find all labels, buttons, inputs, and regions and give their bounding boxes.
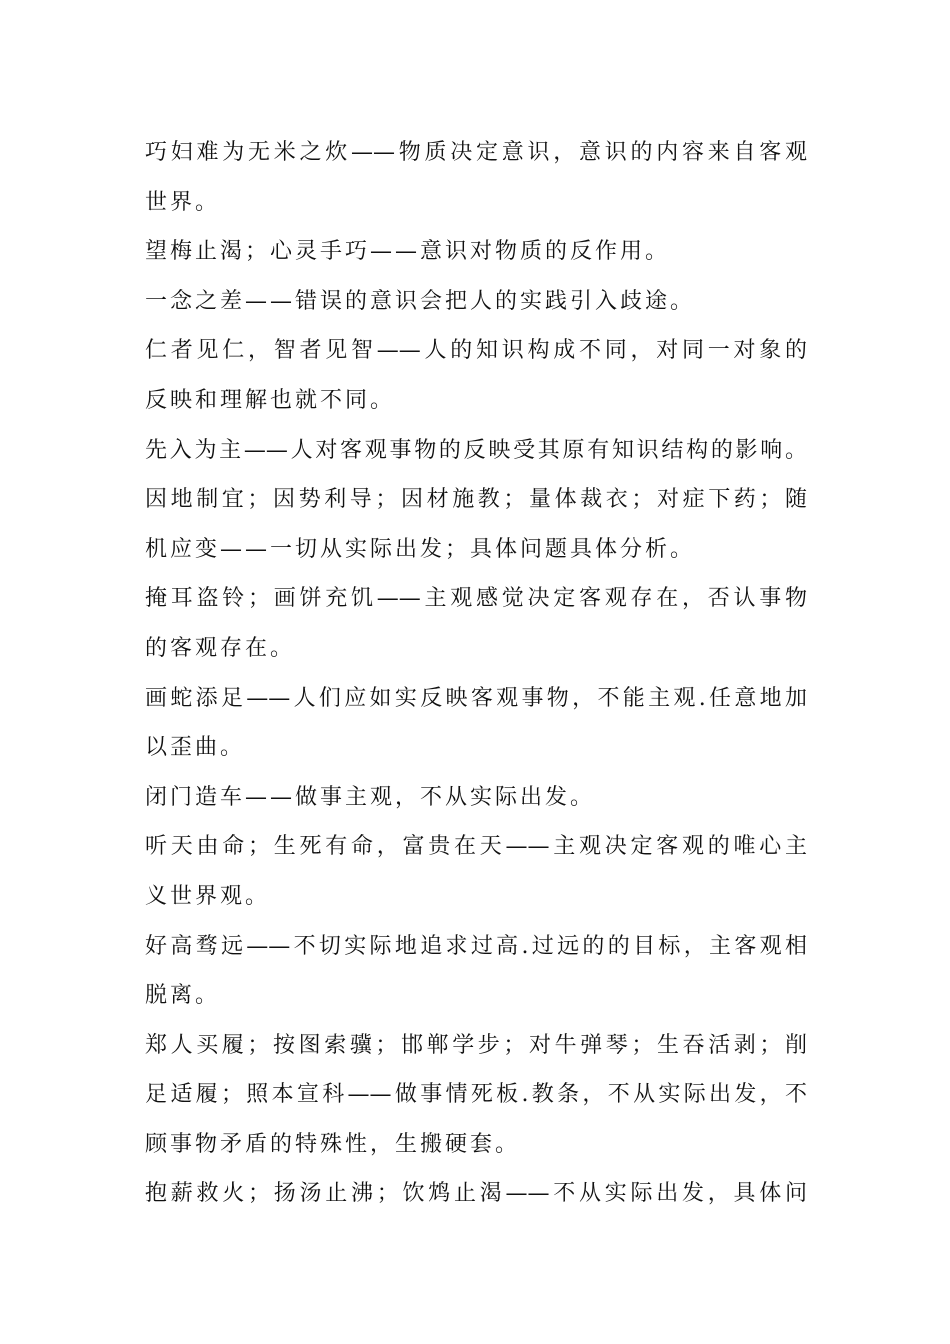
text-line: 抱薪救火；扬汤止沸；饮鸩止渴——不从实际出发，具体问 [145, 1181, 807, 1207]
text-line: 闭门造车——做事主观，不从实际出发。 [145, 784, 596, 810]
text-line: 因地制宜；因势利导；因材施教；量体裁衣；对症下药；随 [145, 487, 807, 513]
text-line: 听天由命；生死有命，富贵在天——主观决定客观的唯心主 [145, 834, 807, 860]
text-line: 好高骛远——不切实际地追求过高.过远的的目标，主客观相 [145, 933, 807, 959]
text-line: 的客观存在。 [145, 635, 296, 661]
text-line: 以歪曲。 [145, 735, 246, 761]
text-line: 机应变——一切从实际出发；具体问题具体分析。 [145, 536, 696, 562]
text-line: 一念之差——错误的意识会把人的实践引入歧途。 [145, 288, 696, 314]
text-line: 足适履；照本宣科——做事情死板.教条，不从实际出发，不 [145, 1082, 807, 1108]
text-line: 巧妇难为无米之炊——物质决定意识，意识的内容来自客观 [145, 140, 807, 165]
text-line: 顾事物矛盾的特殊性，生搬硬套。 [145, 1131, 521, 1157]
text-line: 先入为主——人对客观事物的反映受其原有知识结构的影响。 [145, 437, 807, 463]
text-line: 仁者见仁，智者见智——人的知识构成不同，对同一对象的 [145, 338, 807, 364]
text-line: 反映和理解也就不同。 [145, 387, 396, 413]
text-line: 世界。 [145, 189, 221, 215]
text-line: 掩耳盗铃；画饼充饥——主观感觉决定客观存在，否认事物 [145, 586, 807, 612]
text-line: 郑人买履；按图索骥；邯郸学步；对牛弹琴；生吞活剥；削 [145, 1032, 807, 1058]
text-line: 义世界观。 [145, 883, 271, 909]
text-line: 脱离。 [145, 983, 221, 1009]
document-body [145, 128, 807, 1219]
text-line: 画蛇添足——人们应如实反映客观事物，不能主观.任意地加 [145, 685, 807, 711]
text-line: 望梅止渴；心灵手巧——意识对物质的反作用。 [145, 239, 671, 265]
